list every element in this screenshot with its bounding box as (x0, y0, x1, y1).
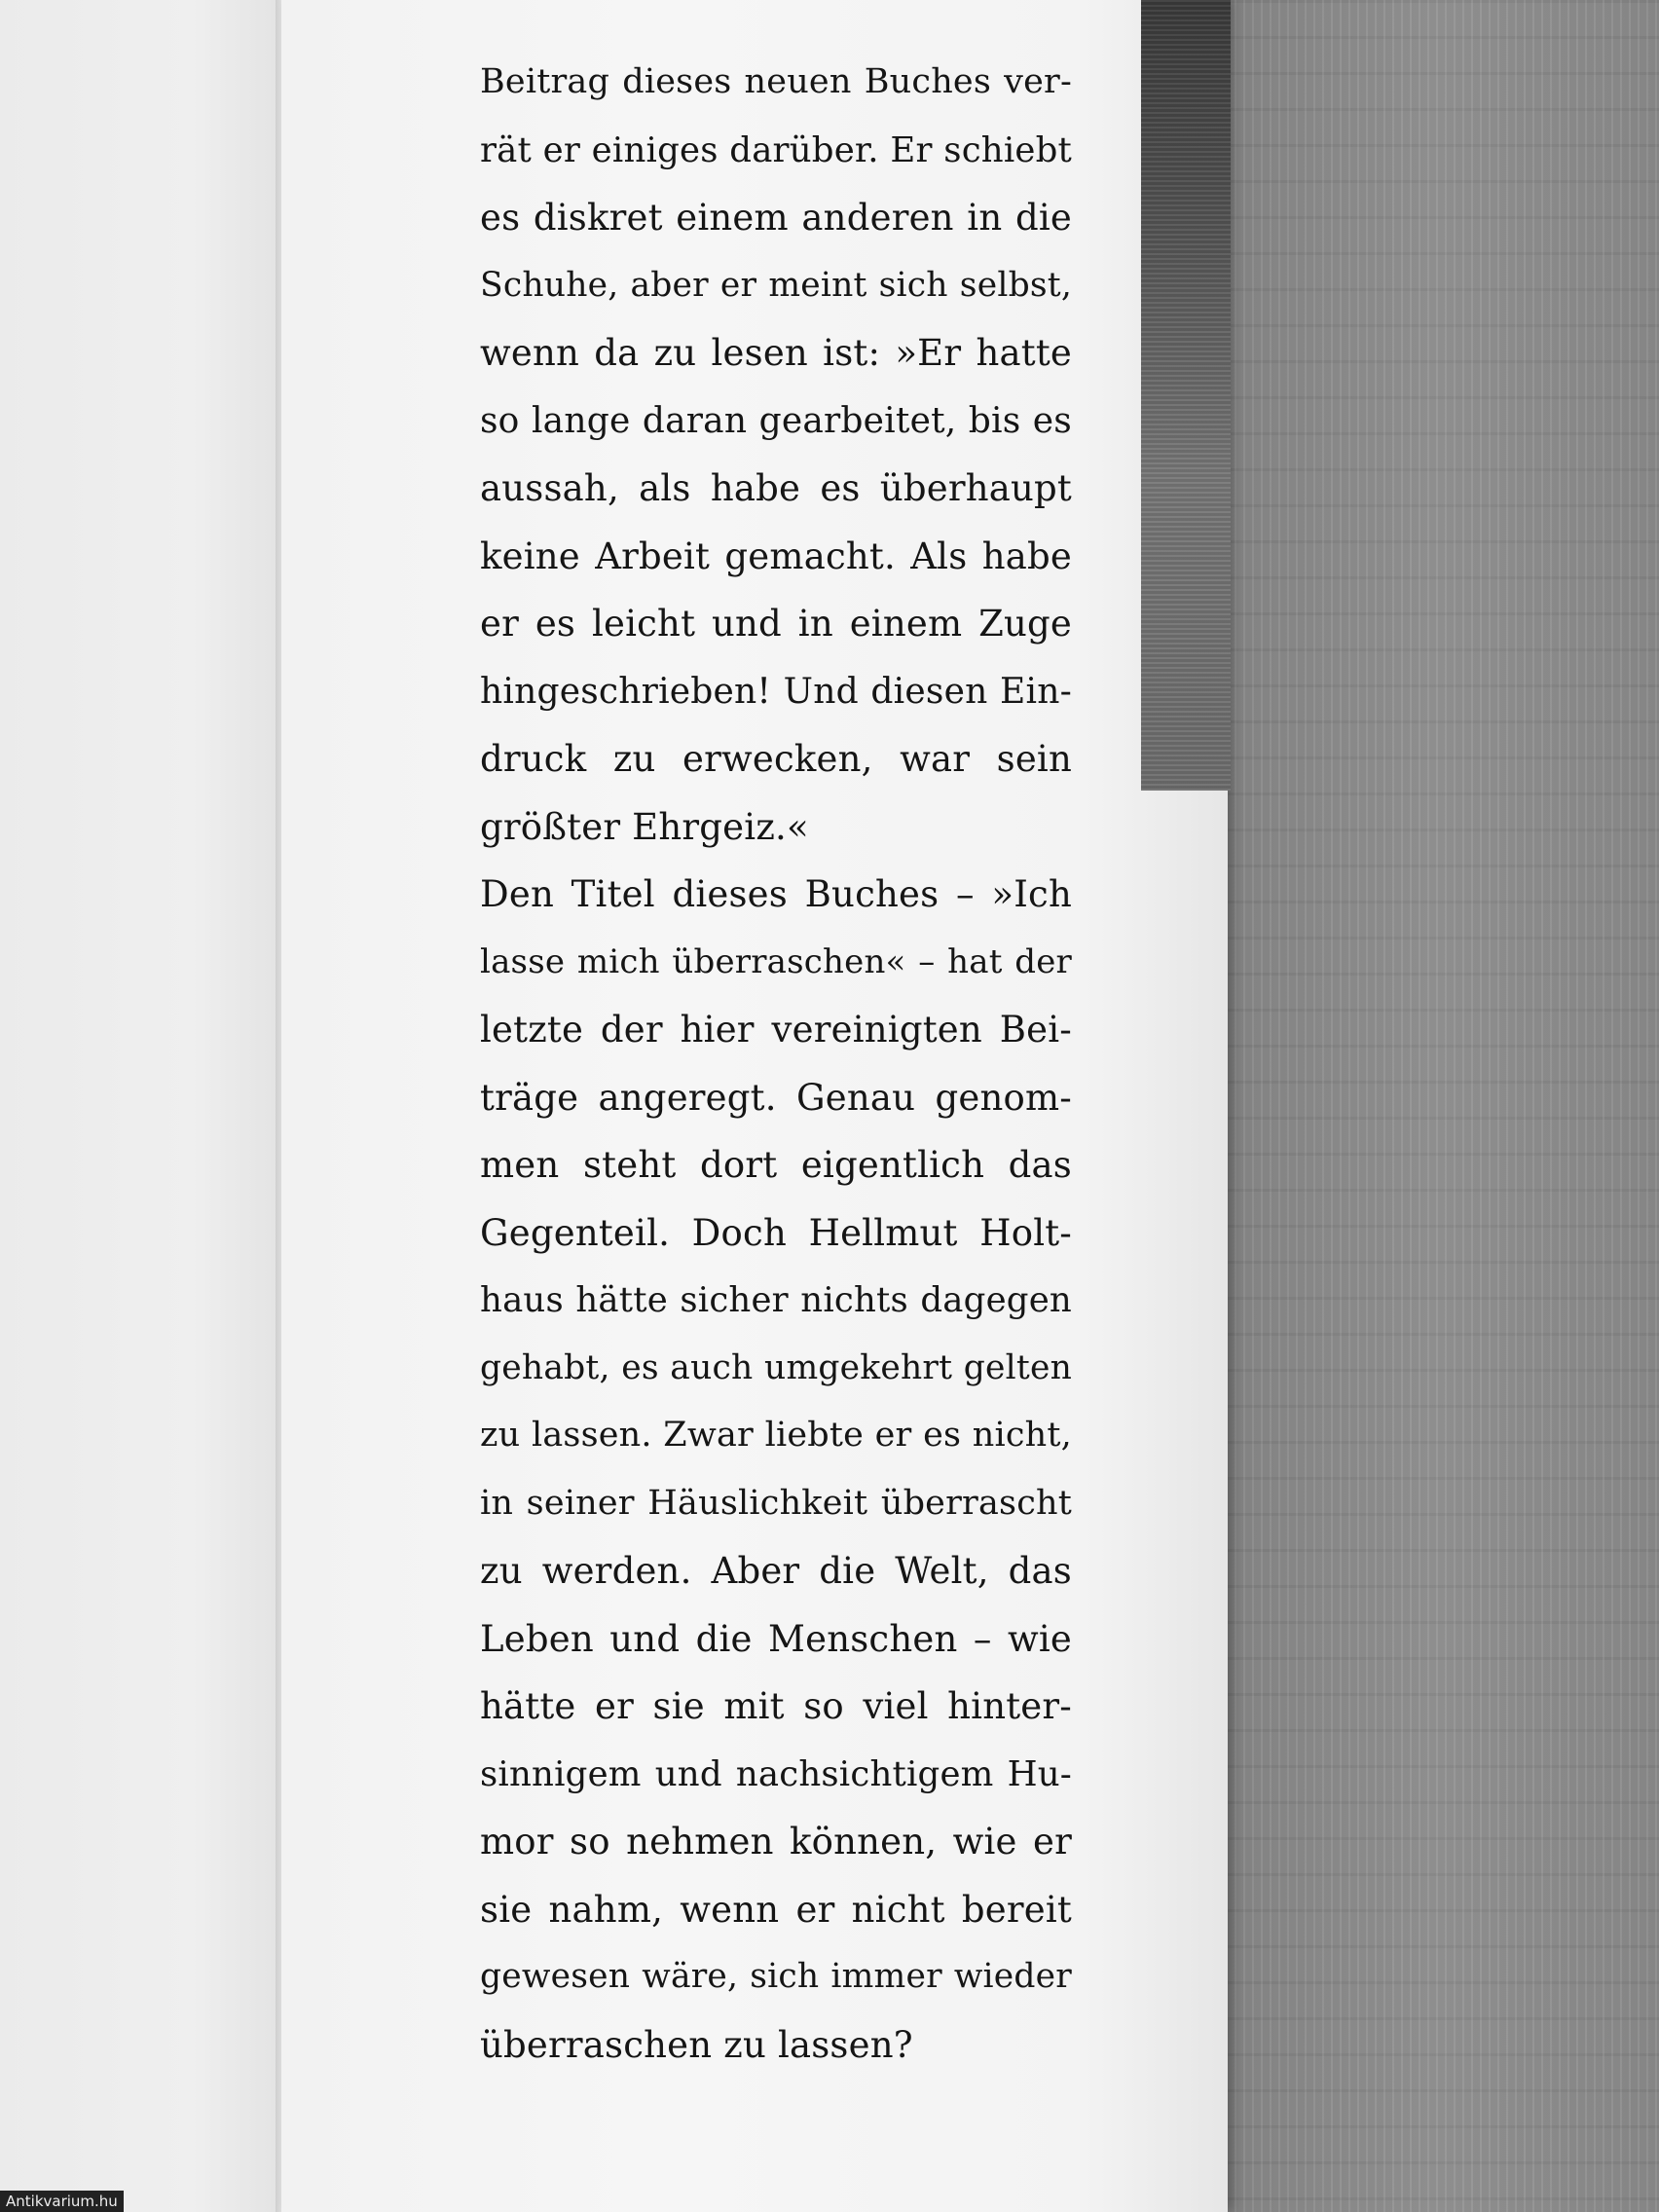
text-line: Beitrag dieses neuen Buches ver- (480, 62, 1072, 101)
text-line: es diskret einem anderen in die (480, 197, 1072, 239)
text-line: gewesen wäre, sich immer wieder (480, 1957, 1072, 1996)
text-line: wenn da zu lesen ist: »Er hatte (480, 332, 1072, 374)
text-line: lasse mich überraschen« – hat der (480, 941, 1072, 981)
text-line: druck zu erwecken, war sein (480, 738, 1072, 780)
text-line: men steht dort eigentlich das (480, 1144, 1072, 1186)
text-line: aussah, als habe es überhaupt (480, 467, 1072, 509)
watermark: Antikvarium.hu (0, 2191, 124, 2212)
text-line: haus hätte sicher nichts dagegen (480, 1280, 1072, 1320)
text-line: Schuhe, aber er meint sich selbst, (480, 265, 1072, 305)
paragraph-2 (480, 861, 1093, 2079)
text-line: hingeschrieben! Und diesen Ein- (480, 671, 1072, 712)
text-line: mor so nehmen können, wie er (480, 1821, 1072, 1862)
text-line: gehabt, es auch umgekehrt gelten (480, 1347, 1072, 1387)
text-line: Gegenteil. Doch Hellmut Holt- (480, 1211, 1072, 1254)
text-line: so lange daran gearbeitet, bis es (480, 400, 1072, 441)
text-line: Leben und die Menschen – wie (480, 1617, 1072, 1660)
left-blank-page (0, 0, 276, 2212)
text-line: überraschen zu lassen? (480, 2023, 913, 2066)
text-line: größter Ehrgeiz.« (480, 805, 809, 848)
text-line: sinnigem und nachsichtigem Hu- (480, 1753, 1072, 1794)
text-line: keine Arbeit gemacht. Als habe (480, 535, 1072, 577)
flap-text (480, 49, 1093, 2079)
text-line: rät er einiges darüber. Er schiebt (480, 129, 1072, 170)
table-surface (1217, 0, 1659, 2212)
text-line: in seiner Häuslichkeit überrascht (480, 1483, 1072, 1523)
cloth-spine-strip (1141, 0, 1231, 791)
text-line: zu lassen. Zwar liebte er es nicht, (480, 1416, 1072, 1455)
text-line: letzte der hier vereinigten Bei- (480, 1009, 1072, 1051)
text-line: Den Titel dieses Buches – »Ich (480, 873, 1072, 915)
text-line: hätte er sie mit so viel hinter- (480, 1685, 1072, 1727)
paragraph-1 (480, 49, 1093, 861)
text-line: sie nahm, wenn er nicht bereit (480, 1888, 1072, 1931)
text-line: träge angeregt. Genau genom- (480, 1076, 1072, 1119)
text-line: zu werden. Aber die Welt, das (480, 1550, 1072, 1592)
text-line: er es leicht und in einem Zuge (480, 603, 1072, 645)
